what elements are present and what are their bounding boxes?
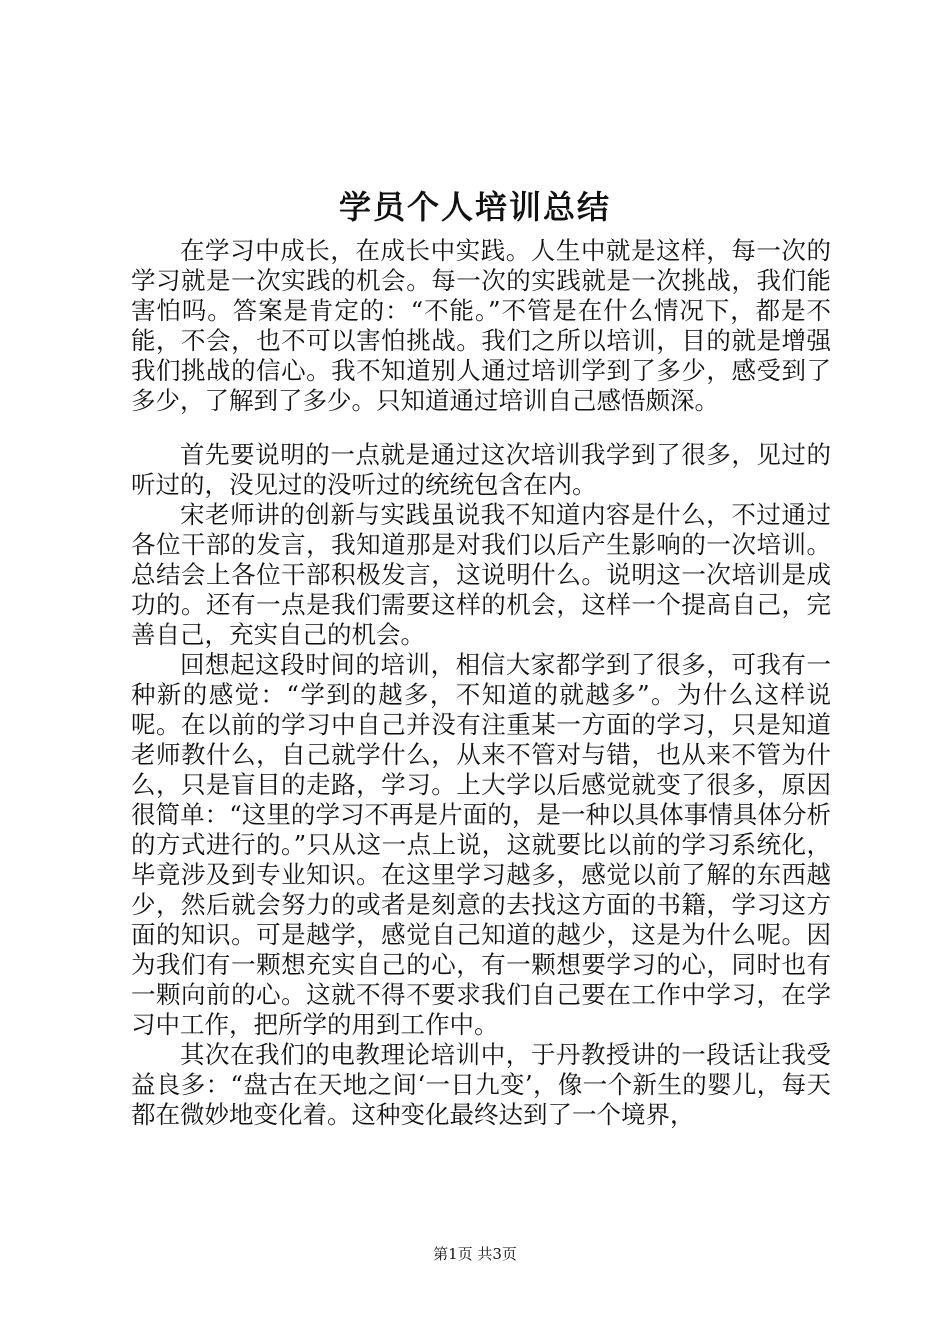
paragraph-3: 宋老师讲的创新与实践虽说我不知道内容是什么，不过通过各位干部的发言，我知道那是对我们以后产生影响的一次培训。总结会上各位干部积极发言，这说明什么。说明这一次培训是成功的。还有一点是我们需要这样的机会，这样一个提高自己，完善自己，充实自己的机会。 bbox=[131, 500, 831, 649]
document-title: 学员个人培训总结 bbox=[338, 188, 611, 226]
paragraph-2: 首先要说明的一点就是通过这次培训我学到了很多，见过的听过的，没见过的没听过的统统包含在内。 bbox=[131, 440, 831, 499]
page-footer: 第1页 共3页 bbox=[433, 1245, 517, 1263]
document-body bbox=[131, 236, 831, 1130]
paragraph-4: 回想起这段时间的培训，相信大家都学到了很多，可我有一种新的感觉：“学到的越多，不知道的就越多”。为什么这样说呢。在以前的学习中自己并没有注重某一方面的学习，只是知道老师教什么，自己就学什么，从来不管对与错，也从来不管为什么，只是盲目的走路，学习。上大学以后感觉就变了很多，原因很简单：“这里的学习不再是片面的，是一种以具体事情具体分析的方式进行的。”只从这一点上说，这就要比以前的学习系统化，毕竟涉及到专业知识。在这里学习越多，感觉以前了解的东西越少，然后就会努力的或者是刻意的去找这方面的书籍，学习这方面的知识。可是越学，感觉自己知道的越少，这是为什么呢。因为我们有一颗想充实自己的心，有一颗想要学习的心，同时也有一颗向前的心。这就不得不要求我们自己要在工作中学习，在学习中工作，把所学的用到工作中。 bbox=[131, 650, 831, 1039]
paragraph-1: 在学习中成长，在成长中实践。人生中就是这样，每一次的学习就是一次实践的机会。每一次的实践就是一次挑战，我们能害怕吗。答案是肯定的：“不能。”不管是在什么情况下，都是不能，不会，也不可以害怕挑战。我们之所以培训，目的就是增强我们挑战的信心。我不知道别人通过培训学到了多少，感受到了多少，了解到了多少。只知道通过培训自己感悟颇深。 bbox=[131, 236, 831, 415]
paragraph-5: 其次在我们的电教理论培训中，于丹教授讲的一段话让我受益良多：“盘古在天地之间‘一日九变’，像一个新生的婴儿，每天都在微妙地变化着。这种变化最终达到了一个境界， bbox=[131, 1040, 831, 1129]
